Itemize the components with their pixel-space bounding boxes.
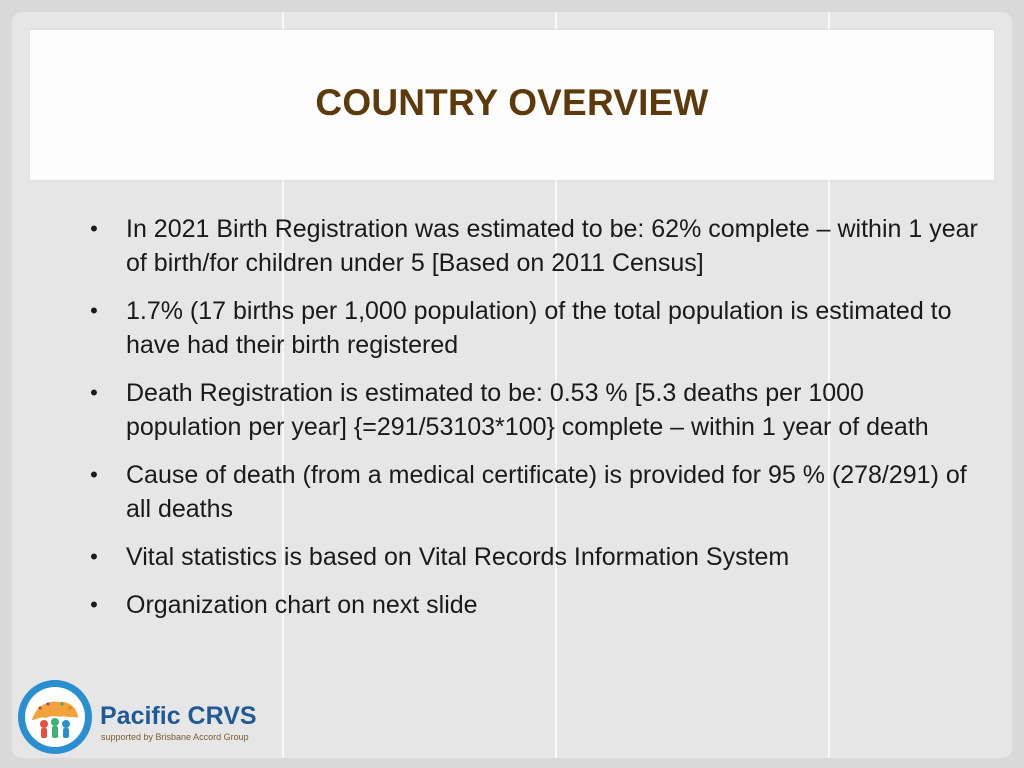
bullet-icon: • [90,462,98,487]
pacific-crvs-logo [18,680,278,756]
bullet-icon: • [90,216,98,241]
logo-emblem-icon [18,680,92,754]
bullet-icon: • [90,592,98,617]
bullet-text: Death Registration is estimated to be: 0.53 % [5.3 deaths per 1000 population per year] {=291/53103*100} complete – within 1 year of death [126,379,929,441]
bullet-text: Organization chart on next slide [126,591,478,619]
bullet-text: Vital statistics is based on Vital Records Information System [126,543,790,571]
bullet-item [84,458,984,526]
bullet-item [84,540,984,574]
bullet-item [84,294,984,362]
bullet-text: 1.7% (17 births per 1,000 population) of the total population is estimated to have had their birth registered [126,297,952,359]
bullet-icon: • [90,544,98,569]
logo-name: Pacific CRVS [100,702,257,730]
slide-title: COUNTRY OVERVIEW [315,82,709,123]
slide [12,12,1012,758]
bullet-icon: • [90,380,98,405]
bullet-item [84,212,984,280]
bullet-item [84,588,984,622]
title-box [30,30,994,180]
bullet-item [84,376,984,444]
bullet-icon: • [90,298,98,323]
bullet-list [84,212,984,636]
bullet-text: In 2021 Birth Registration was estimated to be: 62% complete – within 1 year of birth/for children under 5 [Based on 2011 Census] [126,215,978,277]
logo-tagline: supported by Brisbane Accord Group [101,732,249,742]
bullet-text: Cause of death (from a medical certificate) is provided for 95 % (278/291) of all deaths [126,461,967,523]
